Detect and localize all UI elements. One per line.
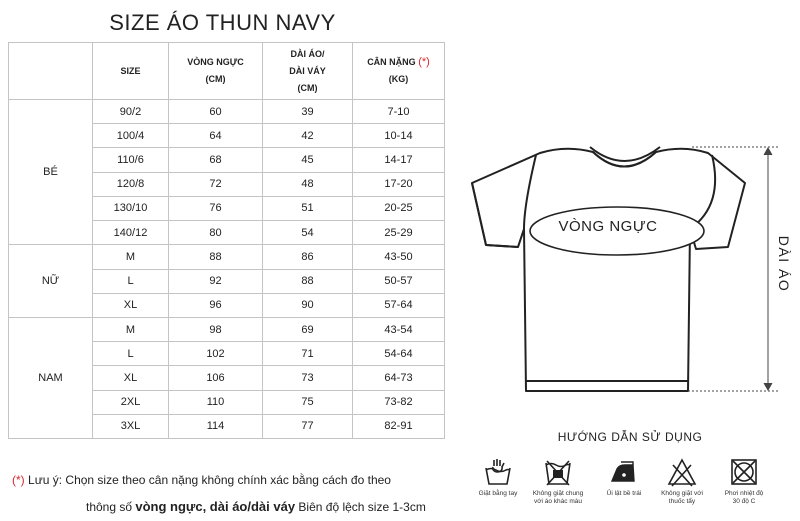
size-table	[8, 42, 445, 439]
cell-size: XL	[93, 366, 169, 390]
care-caption: Giặt bằng tay	[478, 490, 518, 497]
care-item-dry-temperature	[712, 457, 776, 506]
no-mixed-wash-icon	[543, 457, 573, 487]
care-caption-line2: 30 độ C	[732, 498, 756, 505]
cell-weight: 20-25	[353, 196, 445, 220]
cell-weight: 10-14	[353, 124, 445, 148]
cell-weight: 7-10	[353, 100, 445, 124]
tshirt-collar-icon	[590, 147, 660, 167]
page-title: SIZE ÁO THUN NAVY	[109, 10, 336, 35]
cell-size: 3XL	[93, 414, 169, 438]
tshirt-sleeve-seam-right-icon	[690, 155, 715, 229]
table-row	[9, 100, 445, 124]
cell-length: 45	[263, 148, 353, 172]
cell-length: 90	[263, 293, 353, 317]
cell-length: 71	[263, 342, 353, 366]
header-chest	[169, 43, 263, 100]
care-caption	[712, 490, 776, 506]
note-text-2-post: Biên độ lệch size 1-3cm	[298, 500, 426, 514]
cell-size: 2XL	[93, 390, 169, 414]
care-caption: Ủi lật bề trái	[606, 490, 642, 497]
table-row	[9, 245, 445, 269]
cell-size: XL	[93, 293, 169, 317]
cell-size: 100/4	[93, 124, 169, 148]
hand-wash-icon	[483, 457, 513, 487]
cell-weight: 73-82	[353, 390, 445, 414]
note-text-1: Lưu ý: Chọn size theo cân nặng không chính xác bằng cách đo theo	[28, 473, 391, 487]
dry-temperature-icon	[729, 457, 759, 487]
cell-length: 73	[263, 366, 353, 390]
cell-size: M	[93, 245, 169, 269]
cell-chest: 60	[169, 100, 263, 124]
length-arrow-down-icon	[764, 383, 772, 390]
cell-length: 77	[263, 414, 353, 438]
cell-weight: 43-54	[353, 317, 445, 341]
care-caption-line2: với áo khác màu	[534, 498, 582, 505]
care-item-iron	[592, 457, 656, 498]
cell-chest: 96	[169, 293, 263, 317]
cell-length: 69	[263, 317, 353, 341]
cell-size: 130/10	[93, 196, 169, 220]
cell-length: 48	[263, 172, 353, 196]
cell-chest: 72	[169, 172, 263, 196]
cell-weight: 54-64	[353, 342, 445, 366]
header-size: SIZE	[93, 43, 169, 100]
cell-weight: 57-64	[353, 293, 445, 317]
cell-chest: 76	[169, 196, 263, 220]
cell-size: L	[93, 342, 169, 366]
care-caption-line1: Phơi nhiệt độ	[724, 490, 764, 497]
tshirt-outline-icon	[472, 149, 745, 391]
no-bleach-icon	[667, 457, 697, 487]
cell-weight: 43-50	[353, 245, 445, 269]
cell-length: 54	[263, 221, 353, 245]
cell-length: 88	[263, 269, 353, 293]
header-weight-mark: (*)	[418, 56, 430, 68]
group-nam: NAM	[9, 317, 93, 438]
cell-weight: 17-20	[353, 172, 445, 196]
cell-chest: 106	[169, 366, 263, 390]
care-caption-line1: Không giặt với	[661, 490, 703, 497]
cell-chest: 88	[169, 245, 263, 269]
cell-length: 75	[263, 390, 353, 414]
note-line-1	[12, 473, 391, 487]
cell-chest: 102	[169, 342, 263, 366]
cell-length: 51	[263, 196, 353, 220]
care-item-hand-wash	[466, 457, 530, 498]
cell-chest: 110	[169, 390, 263, 414]
header-weight	[353, 43, 445, 100]
table-header-row	[9, 43, 445, 100]
cell-weight: 50-57	[353, 269, 445, 293]
length-arrow-up-icon	[764, 148, 772, 155]
header-group	[9, 43, 93, 100]
care-caption	[650, 490, 714, 506]
header-chest-line1: VÒNG NGỰC	[187, 57, 244, 67]
cell-size: L	[93, 269, 169, 293]
header-weight-line2: (KG)	[388, 74, 409, 84]
header-weight-line1: CÂN NẶNG	[367, 57, 416, 67]
cell-chest: 98	[169, 317, 263, 341]
cell-size: M	[93, 317, 169, 341]
cell-chest: 64	[169, 124, 263, 148]
cell-size: 90/2	[93, 100, 169, 124]
cell-size: 140/12	[93, 221, 169, 245]
header-chest-line2: (CM)	[205, 74, 226, 84]
note-mark: (*)	[12, 473, 25, 487]
table-row	[9, 317, 445, 341]
cell-size: 110/6	[93, 148, 169, 172]
cell-length: 86	[263, 245, 353, 269]
care-caption	[526, 490, 590, 506]
cell-weight: 14-17	[353, 148, 445, 172]
cell-length: 42	[263, 124, 353, 148]
cell-weight: 64-73	[353, 366, 445, 390]
note-text-2-pre: thông số	[86, 500, 133, 514]
group-nu: NỮ	[9, 245, 93, 318]
note-line-2	[86, 499, 426, 514]
care-item-no-bleach	[650, 457, 714, 506]
cell-chest: 92	[169, 269, 263, 293]
header-length	[263, 43, 353, 100]
header-length-line2: DÀI VÁY	[289, 65, 326, 76]
length-label: DÀI ÁO	[776, 235, 792, 293]
chest-label: VÒNG NGỰC	[558, 218, 658, 235]
care-item-no-mixed-wash	[526, 457, 590, 506]
care-guide-title: HƯỚNG DẪN SỬ DỤNG	[557, 430, 703, 444]
cell-chest: 68	[169, 148, 263, 172]
cell-weight: 82-91	[353, 414, 445, 438]
cell-weight: 25-29	[353, 221, 445, 245]
care-caption-line1: Không giặt chung	[532, 490, 584, 497]
group-be: BÉ	[9, 100, 93, 245]
header-length-line1: DÀI ÁO/	[290, 48, 325, 59]
note-text-2-bold: vòng ngực, dài áo/dài váy	[135, 499, 296, 514]
header-length-line3: (CM)	[297, 82, 318, 93]
iron-icon	[609, 457, 639, 487]
care-caption-line2: thuốc tẩy	[668, 498, 696, 505]
cell-chest: 114	[169, 414, 263, 438]
cell-length: 39	[263, 100, 353, 124]
cell-chest: 80	[169, 221, 263, 245]
cell-size: 120/8	[93, 172, 169, 196]
tshirt-diagram	[466, 145, 780, 395]
